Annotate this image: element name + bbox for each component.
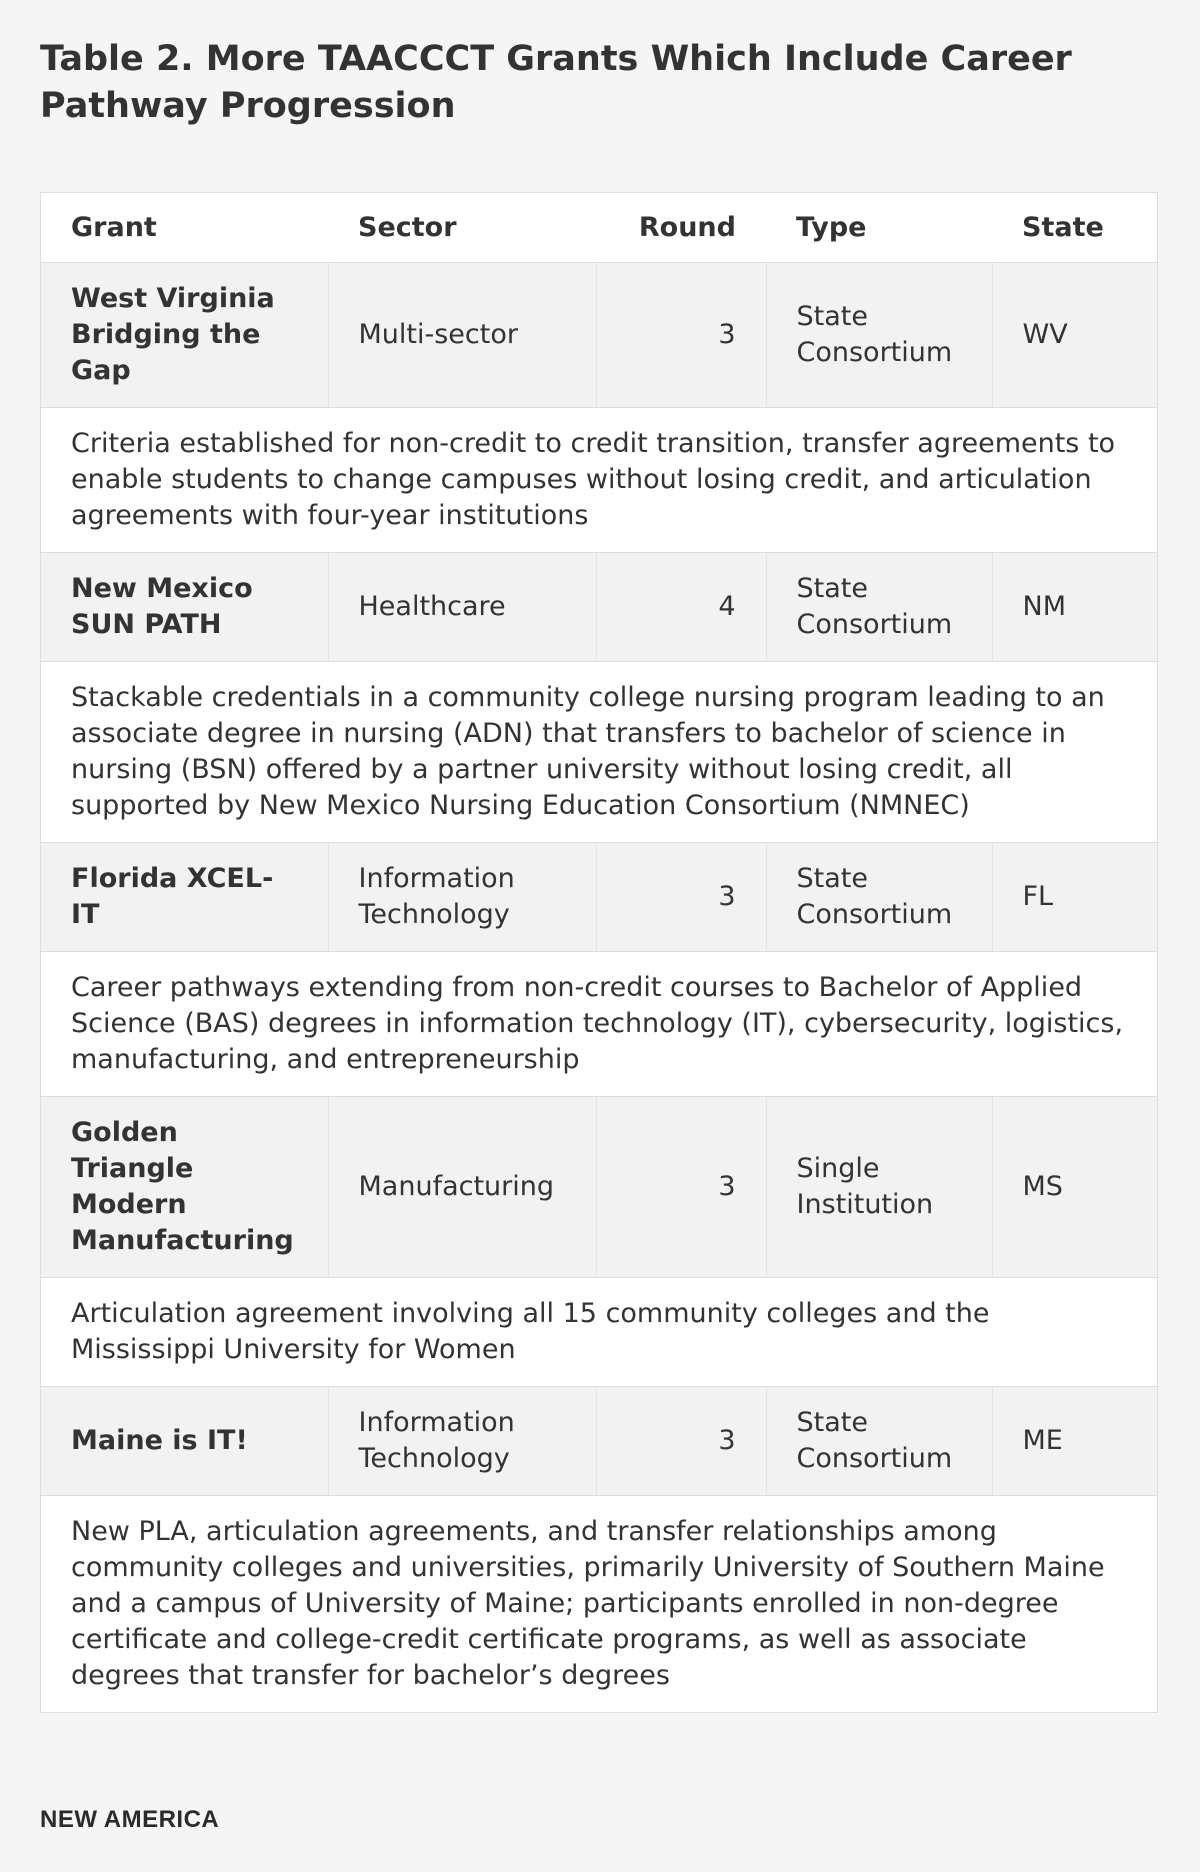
brand-logo-text: NEW AMERICA	[40, 1806, 220, 1833]
description-cell: Career pathways extending from non-credit courses to Bachelor of Applied Science (BAS) degrees in information technology (IT), cybersecurity, logistics, manufacturing, and entrepreneurship	[41, 952, 1157, 1097]
description-row	[41, 1278, 1157, 1387]
table-row	[41, 263, 1157, 408]
table-row	[41, 1097, 1157, 1278]
description-cell: Criteria established for non-credit to credit transition, transfer agreements to enable students to change campuses without losing credit, and articulation agreements with four-year institutions	[41, 408, 1157, 553]
round-cell: 3	[596, 1097, 766, 1278]
type-cell: State Consortium	[766, 843, 992, 952]
description-cell: New PLA, articulation agreements, and transfer relationships among community colleges and universities, primarily University of Southern Maine and a campus of University of Maine; participants enrolled in non-degree certificate and college-credit certificate programs, as well as associate degrees that transfer for bachelor’s degrees	[41, 1496, 1157, 1713]
table-header-row	[41, 193, 1157, 263]
state-cell: NM	[992, 553, 1157, 662]
description-row	[41, 662, 1157, 843]
round-cell: 4	[596, 553, 766, 662]
sector-cell: Healthcare	[328, 553, 596, 662]
description-cell: Stackable credentials in a community college nursing program leading to an associate degree in nursing (ADN) that transfers to bachelor of science in nursing (BSN) offered by a partner university without losing credit, all supported by New Mexico Nursing Education Consortium (NMNEC)	[41, 662, 1157, 843]
sector-cell: Manufacturing	[328, 1097, 596, 1278]
state-cell: WV	[992, 263, 1157, 408]
sector-cell: Information Technology	[328, 1387, 596, 1496]
grants-table	[40, 192, 1158, 1713]
grant-cell: Maine is IT!	[41, 1387, 328, 1496]
table-row	[41, 843, 1157, 952]
column-header-state: State	[992, 193, 1157, 263]
type-cell: State Consortium	[766, 263, 992, 408]
type-cell: State Consortium	[766, 1387, 992, 1496]
page-title: Table 2. More TAACCCT Grants Which Include Career Pathway Progression	[40, 39, 1072, 126]
round-cell: 3	[596, 263, 766, 408]
sector-cell: Multi-sector	[328, 263, 596, 408]
column-header-type: Type	[766, 193, 992, 263]
column-header-grant: Grant	[41, 193, 328, 263]
table-row	[41, 553, 1157, 662]
grant-cell: Golden Triangle Modern Manufacturing	[41, 1097, 328, 1278]
table-row	[41, 1387, 1157, 1496]
type-cell: State Consortium	[766, 553, 992, 662]
description-cell: Articulation agreement involving all 15 community colleges and the Mississippi University for Women	[41, 1278, 1157, 1387]
sector-cell: Information Technology	[328, 843, 596, 952]
description-row	[41, 1496, 1157, 1713]
state-cell: MS	[992, 1097, 1157, 1278]
description-row	[41, 952, 1157, 1097]
column-header-sector: Sector	[328, 193, 596, 263]
state-cell: ME	[992, 1387, 1157, 1496]
grant-cell: New Mexico SUN PATH	[41, 553, 328, 662]
state-cell: FL	[992, 843, 1157, 952]
round-cell: 3	[596, 1387, 766, 1496]
type-cell: Single Institution	[766, 1097, 992, 1278]
description-row	[41, 408, 1157, 553]
grant-cell: Florida XCEL-IT	[41, 843, 328, 952]
round-cell: 3	[596, 843, 766, 952]
grant-cell: West Virginia Bridging the Gap	[41, 263, 328, 408]
column-header-round: Round	[596, 193, 766, 263]
